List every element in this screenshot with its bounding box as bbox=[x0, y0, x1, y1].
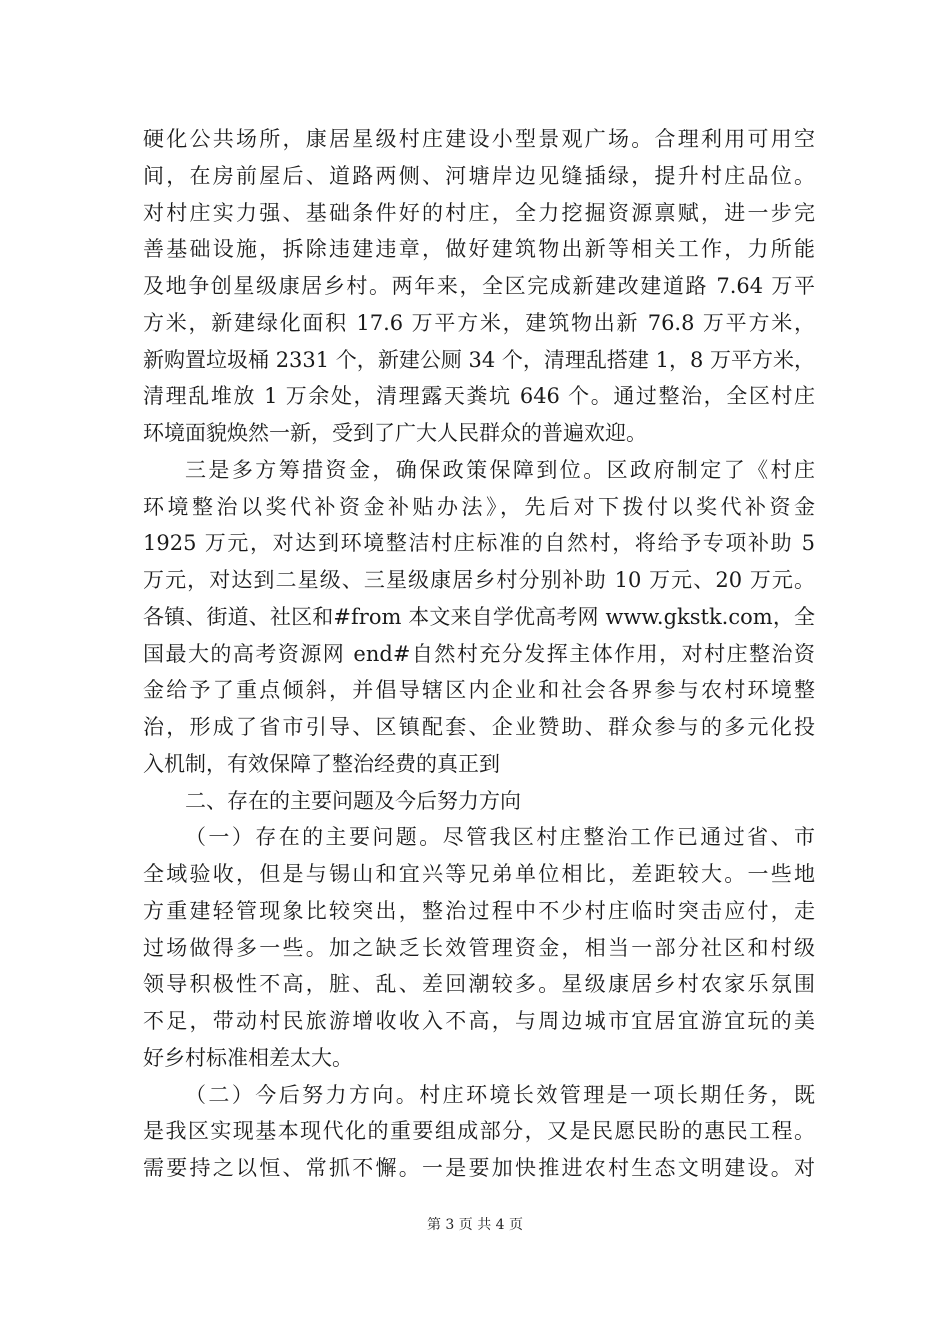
text-line: 入机制，有效保障了整治经费的真正到 bbox=[143, 751, 500, 776]
text-line: 二、存在的主要问题及今后努力方向 bbox=[185, 788, 521, 813]
text-line: 三是多方筹措资金，确保政策保障到位。区政府制定了《村庄 bbox=[185, 457, 815, 482]
text-line: 硬化公共场所，康居星级村庄建设小型景观广场。合理利用可用空 bbox=[143, 127, 815, 151]
text-line: 治，形成了省市引导、区镇配套、企业赞助、群众参与的多元化投 bbox=[143, 715, 815, 739]
text-line: 是我区实现基本现代化的重要组成部分，又是民愿民盼的惠民工程。 bbox=[143, 1119, 815, 1144]
text-line: （一）存在的主要问题。尽管我区村庄整治工作已通过省、市 bbox=[185, 825, 815, 850]
text-line: 方米，新建绿化面积 17.6 万平方米，建筑物出新 76.8 万平方米， bbox=[143, 310, 815, 335]
text-line: 清理乱堆放 1 万余处，清理露天粪坑 646 个。通过整治，全区村庄 bbox=[143, 384, 815, 409]
text-line: 间，在房前屋后、道路两侧、河塘岸边见缝插绿，提升村庄品位。 bbox=[143, 163, 815, 188]
text-line: 1925 万元，对达到环境整洁村庄标准的自然村，将给予专项补助 5 bbox=[143, 531, 815, 556]
text-line: 各镇、街道、社区和#from 本文来自学优高考网 www.gkstk.com，全 bbox=[143, 604, 815, 629]
page-footer bbox=[0, 1215, 950, 1235]
text-line: 及地争创星级康居乡村。两年来，全区完成新建改建道路 7.64 万平 bbox=[143, 274, 815, 298]
text-line: 全域验收，但是与锡山和宜兴等兄弟单位相比，差距较大。一些地 bbox=[143, 862, 815, 886]
text-line: 善基础设施，拆除违建违章，做好建筑物出新等相关工作，力所能 bbox=[143, 237, 815, 262]
text-line: 国最大的高考资源网 end#自然村充分发挥主体作用，对村庄整治资 bbox=[143, 641, 815, 666]
text-line: 环境面貌焕然一新，受到了广大人民群众的普遍欢迎。 bbox=[143, 421, 647, 445]
text-line: 过场做得多一些。加之缺乏长效管理资金，相当一部分社区和村级 bbox=[143, 935, 815, 960]
text-line: 方重建轻管现象比较突出，整治过程中不少村庄临时突击应付，走 bbox=[143, 898, 815, 923]
text-line: 领导积极性不高，脏、乱、差回潮较多。星级康居乡村农家乐氛围 bbox=[143, 972, 815, 997]
text-line: 不足，带动村民旅游增收收入不高，与周边城市宜居宜游宜玩的美 bbox=[143, 1009, 815, 1033]
text-line: 需要持之以恒、常抓不懈。一是要加快推进农村生态文明建设。对 bbox=[143, 1156, 815, 1180]
text-line: 新购置垃圾桶 2331 个，新建公厕 34 个，清理乱搭建 1，8 万平方米， bbox=[143, 347, 815, 372]
text-line: 万元，对达到二星级、三星级康居乡村分别补助 10 万元、20 万元。 bbox=[143, 568, 815, 592]
text-line: 对村庄实力强、基础条件好的村庄，全力挖掘资源禀赋，进一步完 bbox=[143, 200, 815, 225]
text-line: 环境整治以奖代补资金补贴办法》，先后对下拨付以奖代补资金 bbox=[143, 494, 815, 519]
text-line: 金给予了重点倾斜，并倡导辖区内企业和社会各界参与农村环境整 bbox=[143, 678, 815, 703]
text-line: 好乡村标准相差太大。 bbox=[143, 1045, 353, 1070]
page-number: 第 3 页 共 4 页 bbox=[426, 1217, 524, 1233]
text-line: （二）今后努力方向。村庄环境长效管理是一项长期任务，既 bbox=[185, 1082, 815, 1107]
